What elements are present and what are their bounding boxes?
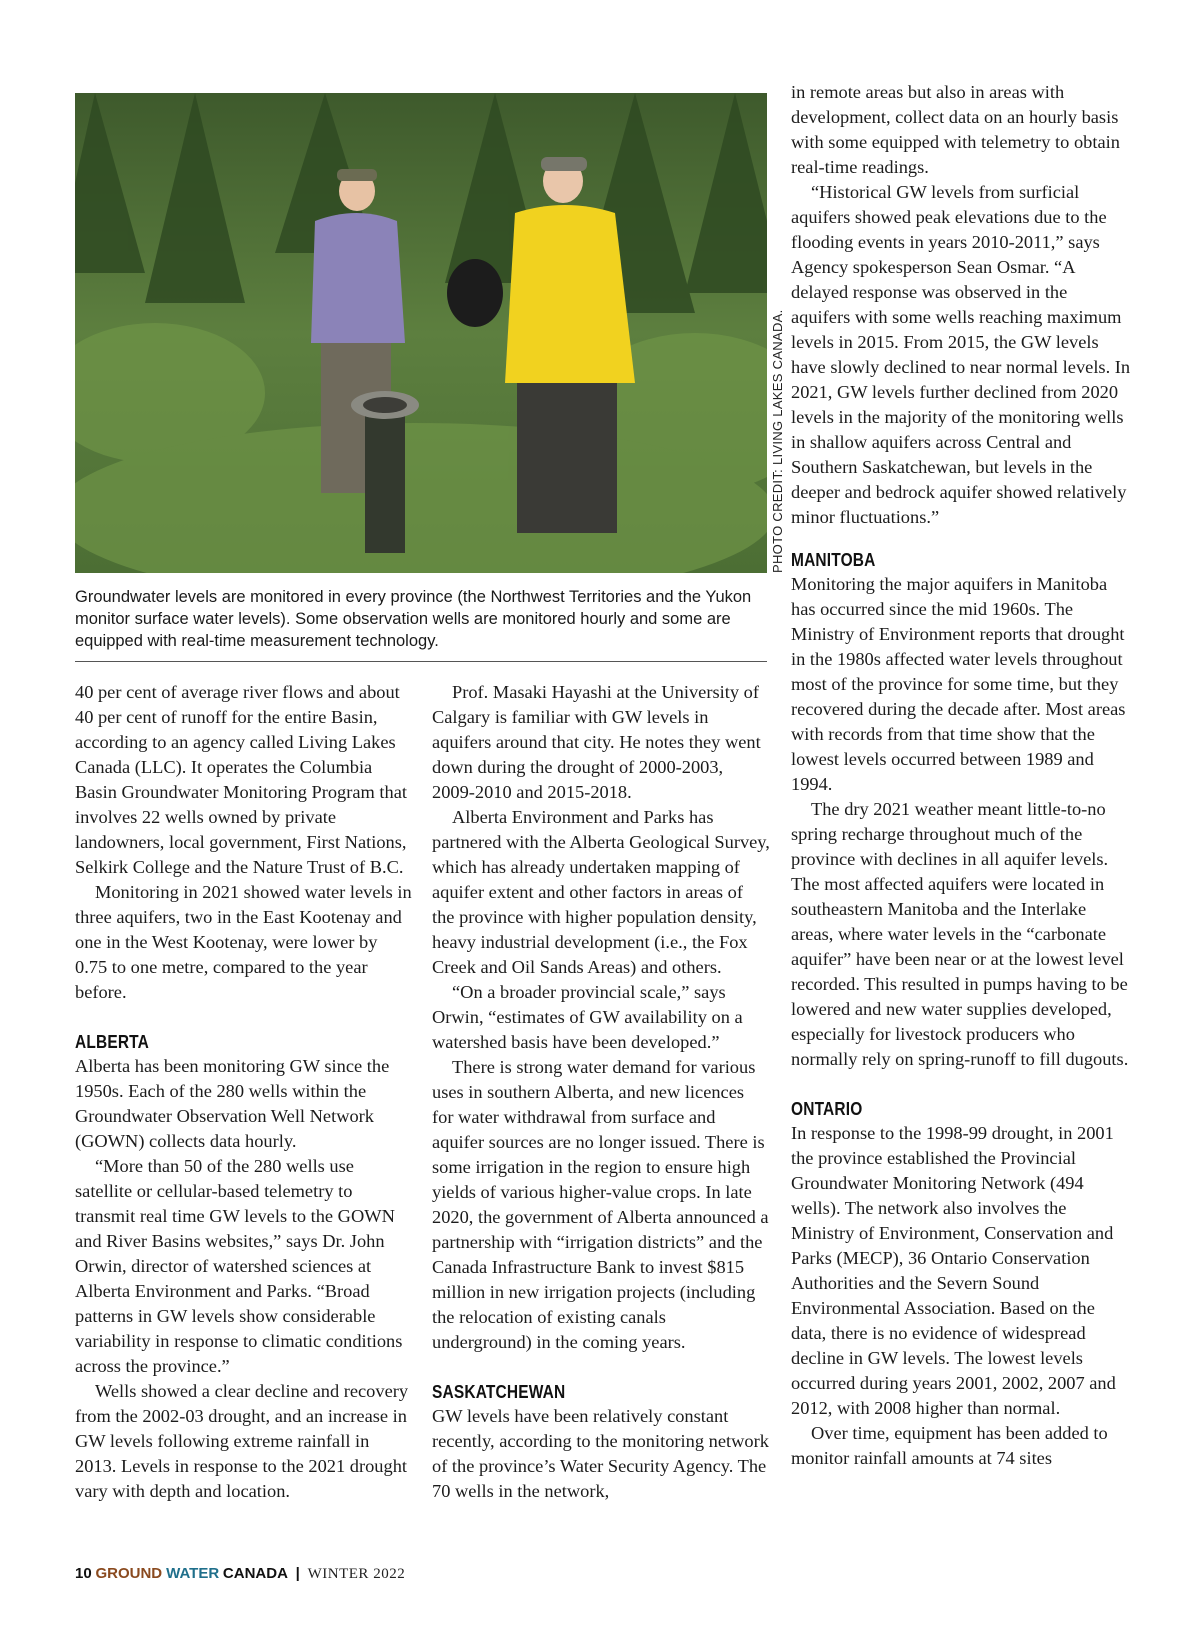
- col2-paragraph-3: “On a broader provincial scale,” says Orwin, “estimates of GW availability on a watershed basis have been developed.”: [432, 982, 743, 1052]
- photo-illustration: [75, 93, 767, 573]
- col1-paragraph-2: Monitoring in 2021 showed water levels in three aquifers, two in the East Kootenay and one in the West Kootenay, were lower by 0.75 to one metre, compared to the year before.: [75, 882, 412, 1002]
- col1-paragraph-5: Wells showed a clear decline and recovery from the 2002-03 drought, and an increase in GW levels following extreme rainfall in 2013. Levels in response to the 2021 drought vary with depth and location.: [75, 1381, 409, 1501]
- article-photo: [75, 93, 767, 573]
- col2-paragraph-2: Alberta Environment and Parks has partnered with the Alberta Geological Survey, which has already undertaken mapping of aquifer extent and other factors in areas of the province with higher population density, heavy industrial development (i.e., the Fox Creek and Oil Sands Areas) and others.: [432, 807, 770, 977]
- heading-manitoba: MANITOBA: [791, 550, 876, 570]
- spacer: [791, 530, 1131, 548]
- col3-paragraph-1: in remote areas but also in areas with development, collect data on an hourly basis with some equipped with telemetry to obtain real-time readings.: [791, 82, 1120, 177]
- column-3: [791, 80, 1131, 1471]
- footer-separator: |: [295, 1565, 300, 1582]
- heading-saskatchewan: SASKATCHEWAN: [432, 1382, 566, 1402]
- brand-water: WATER: [166, 1565, 220, 1582]
- spacer: [75, 1005, 413, 1030]
- brand-ground: GROUND: [95, 1565, 163, 1582]
- col3-paragraph-6: Over time, equipment has been added to monitor rainfall amounts at 74 sites: [791, 1423, 1108, 1468]
- col3-paragraph-4: The dry 2021 weather meant little-to-no spring recharge throughout much of the province with declines in all aquifer levels. The most affected aquifers were located in southeastern Manitoba and the Interlake areas, where water levels in the “carbonate aquifer” have been near or at the lowest level recorded. This resulted in pumps having to be lowered and new water supplies developed, especially for livestock producers who normally rely on spring-runoff to fill dugouts.: [791, 799, 1129, 1069]
- caption-divider: [75, 661, 767, 662]
- col1-paragraph-4: “More than 50 of the 280 wells use satellite or cellular-based telemetry to transmit real time GW levels to the GOWN and River Basins websites,” says Dr. John Orwin, director of watershed sciences at Alberta Environment and Parks. “Broad patterns in GW levels show considerable variability in response to climatic conditions across the province.”: [75, 1156, 403, 1376]
- col1-paragraph-3: Alberta has been monitoring GW since the 1950s. Each of the 280 wells within the Groundwater Observation Well Network (GOWN) collects data hourly.: [75, 1056, 390, 1151]
- spacer: [791, 1072, 1131, 1097]
- col3-paragraph-2: “Historical GW levels from surficial aquifers showed peak elevations due to the flooding events in years 2010-2011,” says Agency spokesperson Sean Osmar. “A delayed response was observed in the aquifers with some wells reaching maximum levels in 2015. From 2015, the GW levels have slowly declined to near normal levels. In 2021, GW levels further declined from 2020 levels in the majority of the monitoring wells in shallow aquifers across Central and Southern Saskatchewan, but levels in the deeper and bedrock aquifer showed relatively minor fluctuations.”: [791, 182, 1131, 527]
- col1-paragraph-1: 40 per cent of average river flows and about 40 per cent of runoff for the entire Basin, according to an agency called Living Lakes Canada (LLC). It operates the Columbia Basin Groundwater Monitoring Program that involves 22 wells owned by private landowners, local government, First Nations, Selkirk College and the Nature Trust of B.C.: [75, 682, 408, 877]
- col2-paragraph-5: GW levels have been relatively constant recently, according to the monitoring network of the province’s Water Security Agency. The 70 wells in the network,: [432, 1406, 769, 1501]
- col2-paragraph-4: There is strong water demand for various uses in southern Alberta, and new licences for water withdrawal from surface and aquifer sources are no longer issued. There is some irrigation in the region to ensure high yields of various higher-value crops. In late 2020, the government of Alberta announced a partnership with “irrigation districts” and the Canada Infrastructure Bank to invest $815 million in new irrigation projects (including the relocation of existing canals underground) in the coming years.: [432, 1057, 769, 1352]
- page-footer: [75, 1562, 405, 1586]
- issue-date: WINTER 2022: [307, 1566, 406, 1582]
- column-2: [432, 680, 770, 1504]
- heading-ontario: ONTARIO: [791, 1099, 863, 1119]
- photo-caption: Groundwater levels are monitored in every province (the Northwest Territories and the Yukon monitor surface water levels). Some observation wells are monitored hourly and some are equipped with real-time measurement technology.: [75, 588, 752, 650]
- page-number: 10: [75, 1565, 92, 1582]
- heading-alberta: ALBERTA: [75, 1032, 150, 1052]
- col3-paragraph-5: In response to the 1998-99 drought, in 2001 the province established the Provincial Groundwater Monitoring Network (494 wells). The network also involves the Ministry of Environment, Conservation and Parks (MECP), 36 Ontario Conservation Authorities and the Severn Sound Environmental Association. Based on the data, there is no evidence of widespread decline in GW levels. The lowest levels occurred during years 2001, 2002, 2007 and 2012, with 2008 higher than normal.: [791, 1123, 1116, 1418]
- col3-paragraph-3: Monitoring the major aquifers in Manitoba has occurred since the mid 1960s. The Ministry of Environment reports that drought in the 1980s affected water levels throughout most of the province for some time, but they recovered during the decade after. Most areas with records from that time show that the lowest levels occurred between 1989 and 1994.: [791, 574, 1126, 794]
- spacer: [432, 1355, 770, 1380]
- column-1: [75, 680, 413, 1504]
- brand-canada: CANADA: [222, 1565, 288, 1582]
- photo-credit: PHOTO CREDIT: LIVING LAKES CANADA.: [770, 309, 785, 573]
- col2-paragraph-1: Prof. Masaki Hayashi at the University of Calgary is familiar with GW levels in aquifers around that city. He notes they went down during the drought of 2000-2003, 2009-2010 and 2015-2018.: [432, 682, 761, 802]
